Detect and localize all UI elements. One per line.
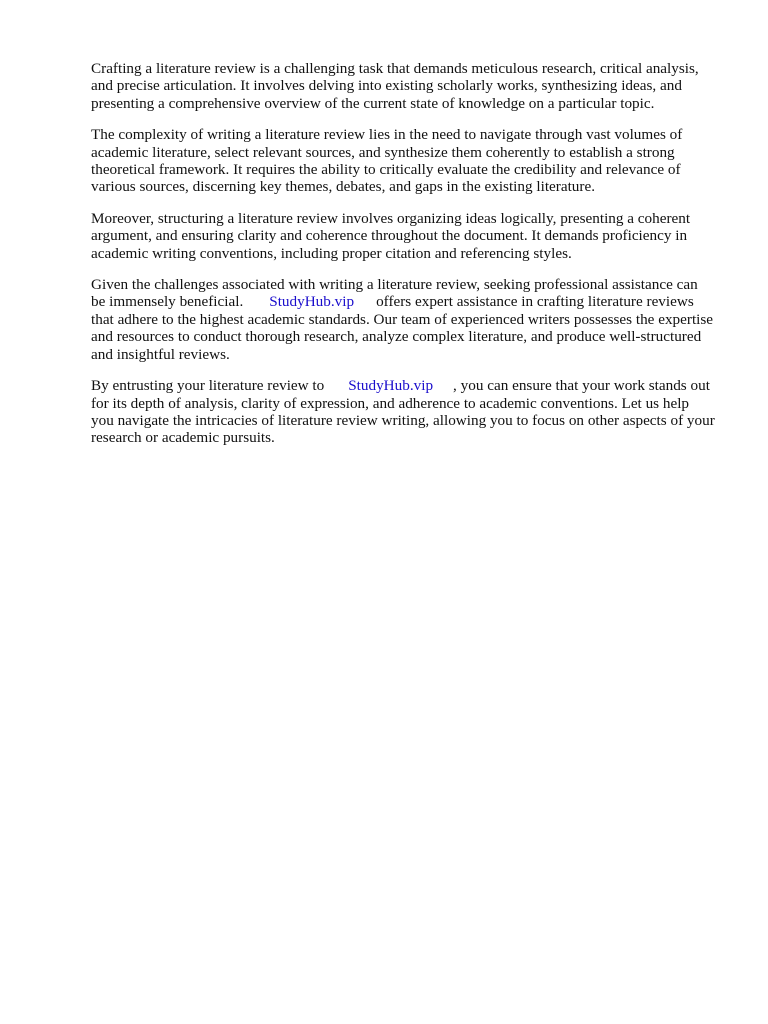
paragraph-assistance-text-before: Given the challenges associated with writing a literature review, seeking professional assistance can be immensely beneficial.	[91, 276, 698, 311]
paragraph-entrusting	[91, 377, 715, 447]
document-page	[91, 60, 715, 461]
paragraph-intro: Crafting a literature review is a challenging task that demands meticulous research, critical analysis, and precise articulation. It involves delving into existing scholarly works, synthesizing ideas, and presenting a comprehensive overview of the current state of knowledge on a particular topic.	[91, 60, 699, 112]
studyhub-link-2[interactable]: StudyHub.vip	[348, 377, 434, 395]
studyhub-link[interactable]: StudyHub.vip	[269, 293, 355, 311]
paragraph-entrusting-text-before: By entrusting your literature review to	[91, 377, 325, 395]
paragraph-complexity: The complexity of writing a literature review lies in the need to navigate through vast volumes of academic literature, select relevant sources, and synthesize them coherently to establish a strong theoretical framework. It requires the ability to critically evaluate the credibility and relevance of various sources, discerning key themes, debates, and gaps in the existing literature.	[91, 126, 683, 196]
paragraph-assistance-text-after: offers expert assistance in crafting literature reviews that adhere to the highest academic standards. Our team of experienced writers possesses the expertise and resources to conduct thorough research, analyze complex literature, and produce well-structured and insightful reviews.	[91, 293, 714, 363]
paragraph-assistance	[91, 276, 715, 363]
paragraph-entrusting-text-after: , you can ensure that your work stands out for its depth of analysis, clarity of expression, and adherence to academic conventions. Let us help you navigate the intricacies of literature review writing, allowing you to focus on other aspects of your research or academic pursuits.	[91, 377, 715, 447]
paragraph-structuring: Moreover, structuring a literature review involves organizing ideas logically, presenting a coherent argument, and ensuring clarity and coherence throughout the document. It demands proficiency in academic writing conventions, including proper citation and referencing styles.	[91, 209, 691, 262]
